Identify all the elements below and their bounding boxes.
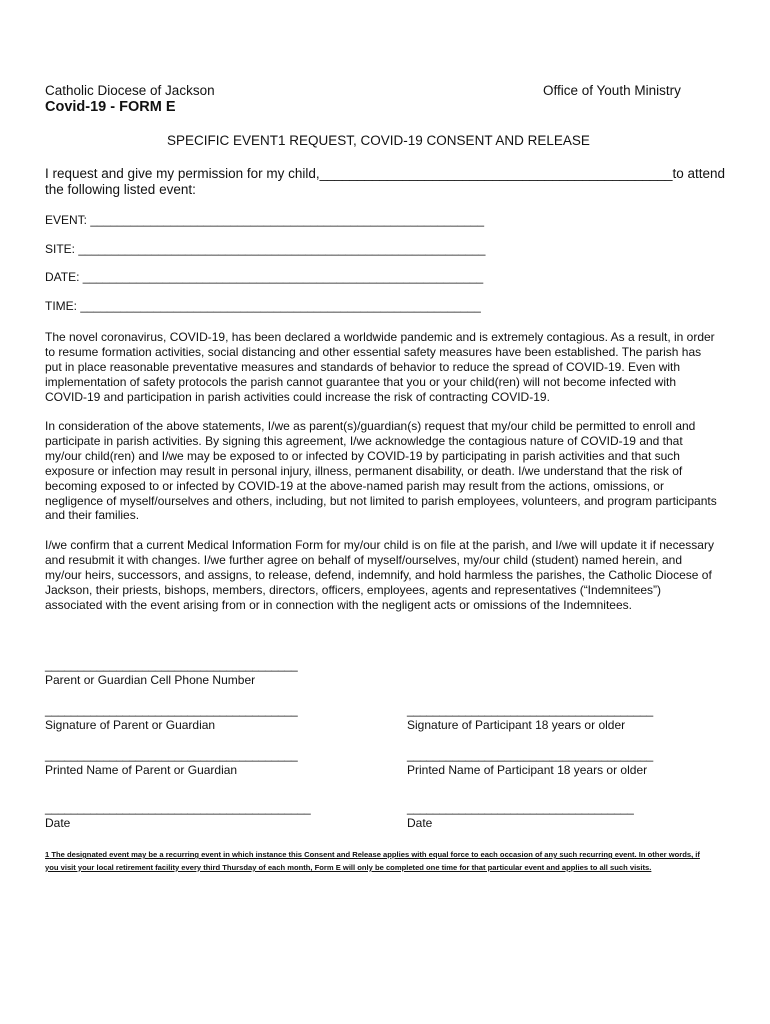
date-line-right: ___________________________________: [407, 801, 634, 815]
phone-signature-line: _______________________________________: [45, 658, 298, 672]
participant-signature-line: ______________________________________: [407, 703, 654, 717]
date-line-left: _________________________________________: [45, 801, 311, 815]
parent-signature-label: Signature of Parent or Guardian: [45, 718, 216, 732]
site-field: SITE: _____________________________________________________________: [45, 242, 486, 256]
phone-label: Parent or Guardian Cell Phone Number: [45, 673, 256, 687]
participant-signature-label: Signature of Participant 18 years or older: [407, 718, 626, 732]
request-line-1: I request and give my permission for my child,_______________________________________________to attend: [45, 166, 726, 181]
document-heading: SPECIFIC EVENT1 REQUEST, COVID-19 CONSENT AND RELEASE: [167, 133, 590, 148]
parent-printed-line: _______________________________________: [45, 748, 298, 762]
organization-name: Catholic Diocese of Jackson: [45, 83, 215, 98]
date-field: DATE: ____________________________________________________________: [45, 270, 484, 284]
paragraph-pandemic: The novel coronavirus, COVID-19, has been declared a worldwide pandemic and is extremely contagious. As a result, in order to resume formation activities, social distancing and other essential safety measures have been established. The parish has put in place reasonable preventative measures and standards of behavior to reduce the spread of COVID-19. Even with implementation of safety protocols the parish cannot guarantee that you or your child(ren) will not become infected with COVID-19 and participation in parish activities could increase the risk of contracting COVID-19.: [45, 330, 715, 404]
footnote-text: The designated event may be a recurring event in which instance this Consent and Release applies with equal force to each occasion of any such recurring event. In other words, if you visit your local retirement facility every third Thursday of each month, Form E will only be completed one time for that particular event and applies to all such visits.: [45, 850, 700, 872]
paragraph-release: I/we confirm that a current Medical Information Form for my/our child is on file at the parish, and I/we will update it if necessary and resubmit it with changes. I/we further agree on behalf of myself/ourselves, my/our child (student) named herein, and my/our heirs, successors, and assigns, to release, defend, indemnify, and hold harmless the parishes, the Catholic Diocese of Jackson, their priests, bishops, members, directors, officers, employees, agents and representatives (“Indemnitees”) associated with the event arising from or in connection with the negligent acts or omissions of the Indemnitees.: [45, 538, 714, 612]
office-name: Office of Youth Ministry: [543, 83, 681, 98]
participant-printed-label: Printed Name of Participant 18 years or older: [407, 763, 648, 777]
parent-signature-line: _______________________________________: [45, 703, 298, 717]
paragraph-consideration: In consideration of the above statements, I/we as parent(s)/guardian(s) request that my/our child be permitted to enroll and participate in parish activities. By signing this agreement, I/we acknowledge the contagious nature of COVID-19 and that my/our child(ren) and I/we may be exposed to or infected by COVID-19 by participating in parish activities and that such exposure or infection may result in personal injury, illness, permanent disability, or death. I/we understand that the risk of becoming exposed to or infected by COVID-19 at the above-named parish may result from the actions, omissions, or negligence of myself/ourselves and others, including, but not limited to parish employees, volunteers, and program participants and their families.: [45, 419, 717, 523]
participant-printed-line: ______________________________________: [407, 748, 654, 762]
parent-printed-label: Printed Name of Parent or Guardian: [45, 763, 238, 777]
time-field: TIME: ____________________________________________________________: [45, 299, 481, 313]
footnote-marker: 1: [45, 850, 50, 859]
form-title: Covid-19 - FORM E: [45, 99, 176, 115]
request-line-2: the following listed event:: [45, 182, 196, 197]
event-field: EVENT: ___________________________________________________________: [45, 213, 485, 227]
footnote: [45, 849, 715, 875]
date-label-left: Date: [45, 816, 71, 830]
date-label-right: Date: [407, 816, 433, 830]
